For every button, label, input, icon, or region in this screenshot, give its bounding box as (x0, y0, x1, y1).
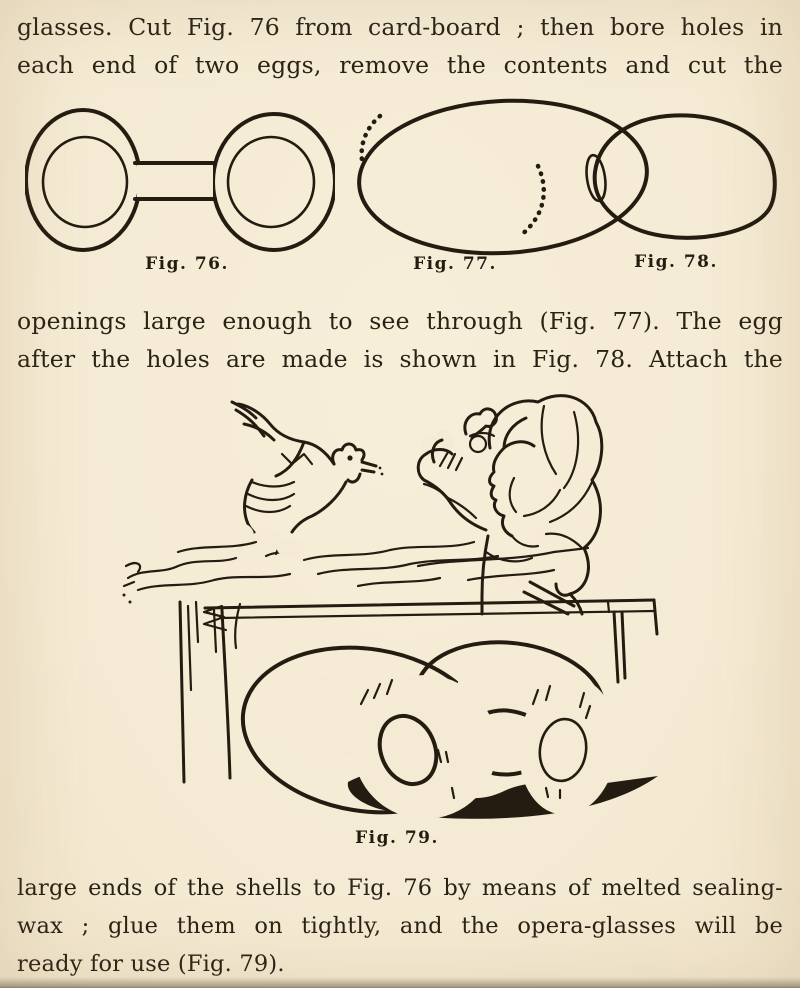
fig79-caption: Fig. 79. (355, 828, 439, 848)
fig79-drawing (118, 390, 683, 825)
fig76-caption: Fig. 76. (145, 254, 229, 274)
page-edge-shadow (0, 977, 800, 988)
fig76-drawing (25, 102, 335, 262)
paragraph-2 (17, 302, 783, 378)
body-text-line: glasses. Cut Fig. 76 from card-board ; then bore holes in (17, 13, 783, 41)
body-text-line: large ends of the shells to Fig. 76 by means of melted sealing- (17, 875, 783, 901)
body-text-line: each end of two eggs, remove the contents and cut the (17, 51, 783, 79)
body-text-line: openings large enough to see through (Fig. 77). The egg (17, 307, 783, 335)
fig78-caption: Fig. 78. (634, 252, 718, 272)
paragraph-1 (17, 8, 783, 84)
paragraph-3 (17, 869, 783, 983)
opera-glasses-sketch (231, 631, 658, 825)
girl-sketch (418, 396, 602, 614)
body-text-line: after the holes are made is shown in Fig. 78. Attach the (17, 345, 783, 373)
hen-sketch (232, 402, 383, 556)
fig77-caption: Fig. 77. (413, 254, 497, 274)
body-text-line: wax ; glue them on tightly, and the opera-glasses will be (17, 913, 783, 939)
body-text-line: ready for use (Fig. 79). (17, 951, 285, 977)
fig78-drawing (585, 108, 785, 248)
